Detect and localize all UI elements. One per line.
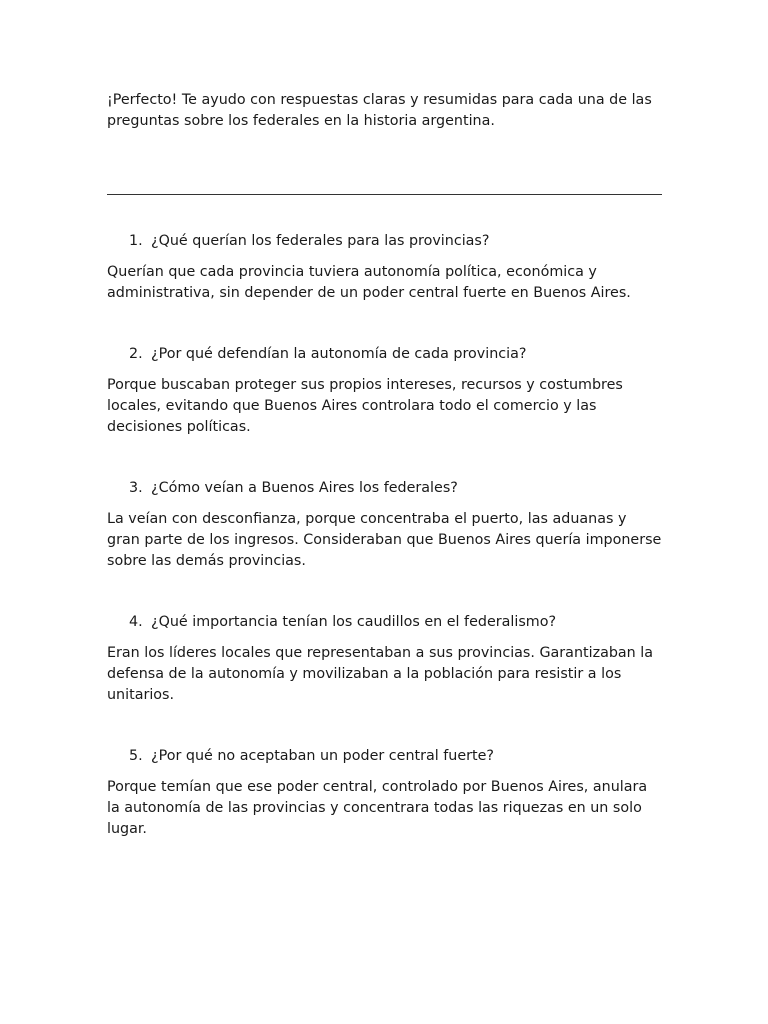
question-heading <box>129 344 663 365</box>
document-page <box>107 90 663 880</box>
list-item <box>107 746 663 840</box>
question-number: 2. <box>129 346 143 362</box>
question-number: 3. <box>129 480 143 496</box>
question-heading <box>129 612 663 633</box>
question-text: ¿Cómo veían a Buenos Aires los federales? <box>151 480 458 496</box>
question-heading <box>129 746 663 767</box>
question-text: ¿Qué querían los federales para las provincias? <box>151 233 490 249</box>
question-text: ¿Por qué no aceptaban un poder central fuerte? <box>151 748 495 764</box>
question-text: ¿Por qué defendían la autonomía de cada provincia? <box>151 346 527 362</box>
list-item <box>107 231 663 304</box>
answer-paragraph: Querían que cada provincia tuviera autonomía política, económica y administrativa, sin depender de un poder central fuerte en Buenos Aires. <box>107 264 631 301</box>
list-item <box>107 344 663 438</box>
intro-paragraph: ¡Perfecto! Te ayudo con respuestas claras y resumidas para cada una de las preguntas sobre los federales en la historia argentina. <box>107 92 652 129</box>
question-heading <box>129 478 663 499</box>
list-item <box>107 478 663 572</box>
answer-paragraph: Porque temían que ese poder central, controlado por Buenos Aires, anulara la autonomía de las provincias y concentrara todas las riquezas en un solo lugar. <box>107 779 648 837</box>
question-text: ¿Qué importancia tenían los caudillos en el federalismo? <box>151 614 557 630</box>
question-number: 1. <box>129 233 143 249</box>
answer-paragraph: La veían con desconfianza, porque concentraba el puerto, las aduanas y gran parte de los ingresos. Consideraban que Buenos Aires quería imponerse sobre las demás provincias. <box>107 511 662 569</box>
horizontal-divider <box>107 194 662 195</box>
answer-paragraph: Porque buscaban proteger sus propios intereses, recursos y costumbres locales, evitando que Buenos Aires controlara todo el comercio y las decisiones políticas. <box>107 377 623 435</box>
question-list <box>107 231 663 840</box>
question-heading <box>129 231 663 252</box>
list-item <box>107 612 663 706</box>
question-number: 4. <box>129 614 143 630</box>
answer-paragraph: Eran los líderes locales que representaban a sus provincias. Garantizaban la defensa de la autonomía y movilizaban a la población para resistir a los unitarios. <box>107 645 654 703</box>
question-number: 5. <box>129 748 143 764</box>
